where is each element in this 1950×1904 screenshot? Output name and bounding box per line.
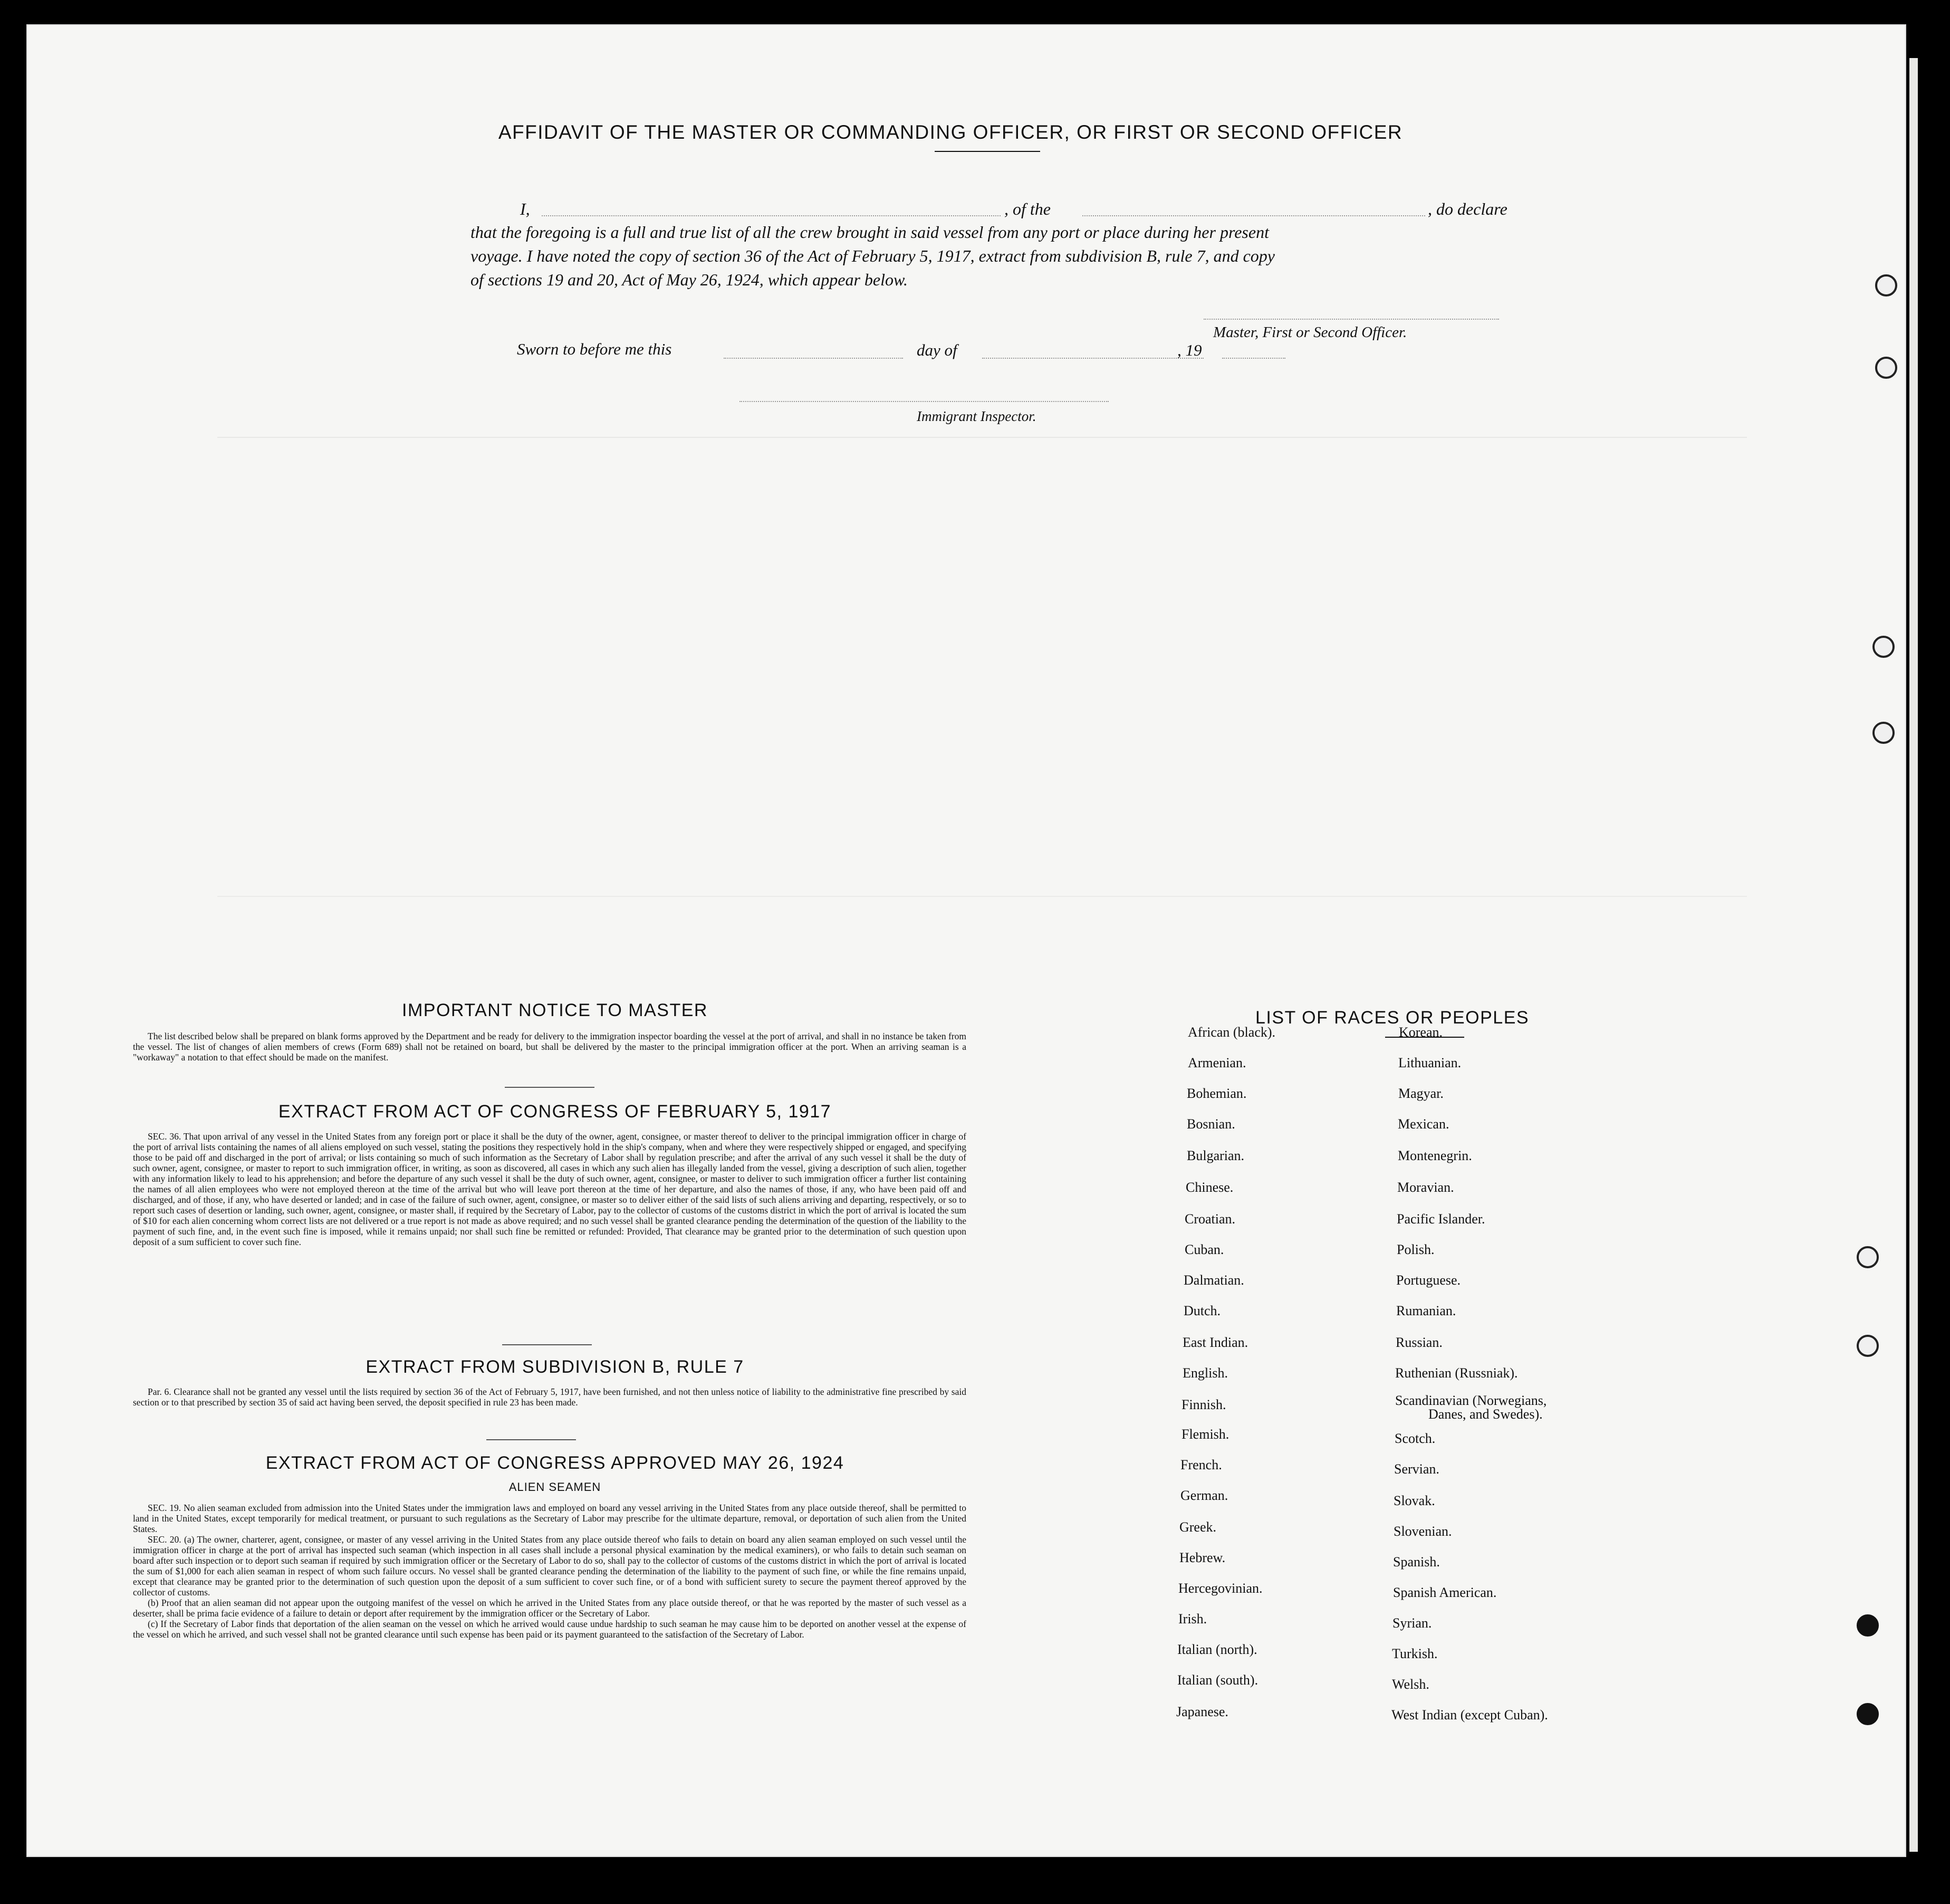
punch-hole-icon — [1875, 274, 1897, 296]
notice-divider — [505, 1087, 594, 1088]
title-underline — [935, 151, 1040, 152]
sec20c-paragraph: (c) If the Secretary of Labor finds that deportation of the alien seaman on the vessel on which he arrived would cause undue hardship to such seaman he may cause him to be deported on another vessel at the expense of the vessel on which he arrived, and such vessel shall not be granted clearance until such expense has been paid or its payment guaranteed to the satisfaction of the Secretary of Labor. — [133, 1619, 966, 1640]
race-item: Scotch. — [1395, 1431, 1436, 1446]
race-item: Turkish. — [1392, 1646, 1438, 1661]
race-item: Lithuanian. — [1398, 1055, 1462, 1070]
race-item: Welsh. — [1392, 1677, 1429, 1692]
race-item: German. — [1180, 1488, 1228, 1503]
affidavit-line-4: of sections 19 and 20, Act of May 26, 1924, which appear below. — [470, 270, 908, 289]
race-item: Finnish. — [1181, 1397, 1226, 1412]
race-item: Scandinavian (Norwegians, — [1395, 1393, 1547, 1408]
race-item: Danes, and Swedes). — [1428, 1407, 1543, 1422]
notice-title: IMPORTANT NOTICE TO MASTER — [402, 1000, 708, 1020]
extract-1924-title: EXTRACT FROM ACT OF CONGRESS APPROVED MAY 26, 1924 — [265, 1453, 844, 1473]
affidavit-title: AFFIDAVIT OF THE MASTER OR COMMANDING OFFICER, OR FIRST OR SECOND OFFICER — [498, 121, 1403, 143]
race-item: Italian (north). — [1177, 1642, 1257, 1657]
race-item: Servian. — [1394, 1461, 1439, 1477]
race-item: French. — [1180, 1457, 1222, 1472]
inspector-signature-line[interactable] — [739, 401, 1109, 402]
race-item: Japanese. — [1176, 1704, 1228, 1719]
race-item: Cuban. — [1185, 1242, 1224, 1257]
affidavit-of-the: , of the — [1004, 199, 1051, 218]
affidavit-i: I, — [520, 199, 530, 218]
master-signature-line[interactable] — [1204, 319, 1499, 320]
page-edge — [1909, 58, 1918, 1852]
race-item: Korean. — [1399, 1025, 1443, 1040]
extract-1917-text — [133, 1131, 966, 1247]
race-item: Armenian. — [1188, 1055, 1246, 1070]
affidavit-do-declare: , do declare — [1428, 199, 1507, 218]
race-item: Italian (south). — [1177, 1672, 1259, 1688]
punch-hole-icon — [1857, 1614, 1879, 1637]
race-item: Hercegovinian. — [1178, 1581, 1263, 1596]
race-item: Chinese. — [1186, 1180, 1234, 1195]
master-signature-caption: Master, First or Second Officer. — [1213, 324, 1407, 341]
rule7-title: EXTRACT FROM SUBDIVISION B, RULE 7 — [366, 1357, 744, 1377]
rule7-text — [133, 1386, 966, 1408]
year-blank[interactable] — [1222, 358, 1285, 359]
race-item: Slovak. — [1394, 1493, 1435, 1508]
extract-1917-title: EXTRACT FROM ACT OF CONGRESS OF FEBRUARY 5, 1917 — [278, 1102, 832, 1122]
extract-1917-divider — [502, 1344, 592, 1345]
sec20a-paragraph: SEC. 20. (a) The owner, charterer, agent, consignee, or master of any vessel arriving in the United States from any place outside thereof who fails to detain on board any alien seaman employed on such vessel until the immigration officer in charge at the port of arrival has inspected such seaman (which inspection in all cases shall include a personal physical examination by the medical examiners), or who fails to detain such seaman on board after such inspection or to deport such seaman if required by such immigration officer or the Secretary of Labor to do so, shall pay to the collector of customs of the customs district in which the port of arrival is located the sum of $1,000 for each alien seaman in respect of whom such failure occurs. No vessel shall be granted clearance pending the determination of the liability to the payment of such fine, or while the fine remains unpaid, except that clearance may be granted prior to the determination of such question upon the deposit of a sum sufficient to cover such fine, or of a bond with sufficient surety to secure the payment thereof approved by the collector of customs. — [133, 1534, 966, 1597]
race-item: Spanish. — [1393, 1554, 1440, 1570]
affidavit-line-3: voyage. I have noted the copy of section 36 of the Act of February 5, 1917, extract from subdivision B, rule 7, and copy — [470, 246, 1275, 265]
punch-hole-icon — [1872, 636, 1895, 658]
race-item: East Indian. — [1183, 1335, 1248, 1350]
race-item: English. — [1183, 1365, 1228, 1381]
vessel-blank[interactable] — [1082, 215, 1425, 216]
race-item: African (black). — [1188, 1025, 1276, 1040]
race-item: West Indian (except Cuban). — [1391, 1707, 1548, 1723]
sec20b-paragraph: (b) Proof that an alien seaman did not appear upon the outgoing manifest of the vessel on which he arrived in the United States from any place outside thereof, or that he was reported by the master of such vessel as a deserter, shall be prima facie evidence of a failure to detain or deport after requirement by the immigration officer or the Secretary of Labor. — [133, 1597, 966, 1619]
punch-hole-icon — [1857, 1246, 1879, 1268]
races-title: LIST OF RACES OR PEOPLES — [1255, 1008, 1530, 1028]
document-page — [27, 25, 1905, 1856]
race-item: Magyar. — [1398, 1086, 1444, 1101]
race-item: Spanish American. — [1393, 1585, 1497, 1600]
race-item: Greek. — [1179, 1519, 1217, 1535]
race-item: Ruthenian (Russniak). — [1395, 1365, 1518, 1381]
race-item: Bulgarian. — [1187, 1148, 1245, 1163]
sworn-day-blank[interactable] — [724, 358, 903, 359]
race-item: Croatian. — [1185, 1211, 1236, 1227]
race-item: Dalmatian. — [1184, 1272, 1244, 1288]
race-item: Hebrew. — [1179, 1550, 1226, 1565]
race-item: Flemish. — [1181, 1427, 1229, 1442]
race-item: Pacific Islander. — [1397, 1211, 1485, 1227]
race-item: Polish. — [1397, 1242, 1435, 1257]
day-of-text: day of — [917, 341, 957, 359]
race-item: Bohemian. — [1187, 1086, 1247, 1101]
sworn-text: Sworn to before me this — [517, 340, 672, 358]
race-item: Bosnian. — [1187, 1116, 1235, 1132]
race-item: Slovenian. — [1394, 1524, 1452, 1539]
punch-hole-icon — [1875, 357, 1897, 379]
extract-1924-subtitle: ALIEN SEAMEN — [508, 1480, 601, 1494]
sec19-paragraph: SEC. 19. No alien seaman excluded from admission into the United States under the immigration laws and employed on board any vessel arriving in the United States from any place outside thereof, shall be permitted to land in the United States, except temporarily for medical treatment, or pursuant to such regulations as the Secretary of Labor may prescribe for the ultimate departure, removal, or deportation of such alien from the United States. — [133, 1503, 966, 1534]
extract-1924-text — [133, 1503, 966, 1640]
extract-1917-paragraph: SEC. 36. That upon arrival of any vessel in the United States from any foreign port or place it shall be the duty of the owner, agent, consignee, or master thereof to deliver to the principal immigration officer in charge of the port of arrival lists containing the names of all aliens employed on such vessel, stating the positions they respectively hold in the ship's company, when and where they were respectively shipped or engaged, and specifying those to be paid off and discharged in the port of arrival; or lists containing so much of such information as the Secretary of Labor shall by regulation prescribe; and after the arrival of any such vessel it shall be the duty of such owner, agent, consignee, or master to report to such immigration officer, in writing, as soon as discovered, all cases in which any such alien has illegally landed from the vessel, giving a description of such alien, together with any information likely to lead to his apprehension; and before the departure of any such vessel it shall be the duty of such owner, agent, consignee, or master to deliver to such immigration officer a further list containing the names of all alien employees who were not employed thereon at the time of the arrival but who will leave port thereon at the time of her departure, and also the names of those, if any, who have been paid off and discharged, and of those, if any, who have deserted or landed; and in case of the failure of such owner, agent, consignee, or master so to deliver either of the said lists of such aliens arriving and departing, respectively, or so to report such cases of desertion or landing, such owner, agent, consignee, or master shall, if required by the Secretary of Labor, pay to the collector of customs of the customs district in which the port of arrival is located the sum of $10 for each alien concerning whom correct lists are not delivered or a true report is not made as above required; and no such vessel shall be granted clearance pending the determination of the question of the liability to the payment of such fine, and, in the event such fine is imposed, while it remains unpaid; nor shall such fine be remitted or refunded: Provided, That clearance may be granted prior to the determination of such question upon deposit of a sum sufficient to cover such fine. — [133, 1131, 966, 1247]
race-item: Dutch. — [1184, 1303, 1221, 1318]
race-item: Montenegrin. — [1398, 1148, 1472, 1163]
rule7-divider — [486, 1439, 576, 1440]
punch-hole-icon — [1857, 1335, 1879, 1357]
race-item: Syrian. — [1392, 1615, 1432, 1631]
race-item: Moravian. — [1397, 1180, 1454, 1195]
notice-paragraph: The list described below shall be prepared on blank forms approved by the Department and be ready for delivery to the immigration inspector boarding the vessel at the port of arrival, and shall in no instance be taken from the vessel. The list of changes of alien members of crews (Form 689) shall not be retained on board, but shall be delivered by the master to the principal immigration officer at the port. When an arriving seaman is a "workaway" a notation to that effect should be made on the manifest. — [133, 1031, 966, 1063]
punch-hole-icon — [1857, 1703, 1879, 1725]
affidavit-line-2: that the foregoing is a full and true list of all the crew brought in said vessel from any port or place during her present — [470, 223, 1269, 242]
race-item: Irish. — [1178, 1611, 1207, 1626]
race-item: Rumanian. — [1396, 1303, 1456, 1318]
race-item: Russian. — [1396, 1335, 1443, 1350]
punch-hole-icon — [1872, 722, 1895, 744]
name-blank[interactable] — [542, 215, 1001, 216]
month-blank[interactable] — [982, 358, 1204, 359]
race-item: Portuguese. — [1396, 1272, 1461, 1288]
year-prefix: , 19 — [1177, 341, 1202, 359]
race-item: Mexican. — [1398, 1116, 1449, 1132]
inspector-signature-caption: Immigrant Inspector. — [917, 408, 1036, 424]
notice-text — [133, 1031, 966, 1063]
rule7-paragraph: Par. 6. Clearance shall not be granted any vessel until the lists required by section 36 of the Act of February 5, 1917, have been furnished, and not then unless notice of liability to the administrative fine prescribed by said section or to that prescribed by section 35 of said act having been served, the deposit specified in rule 23 has been made. — [133, 1386, 966, 1408]
